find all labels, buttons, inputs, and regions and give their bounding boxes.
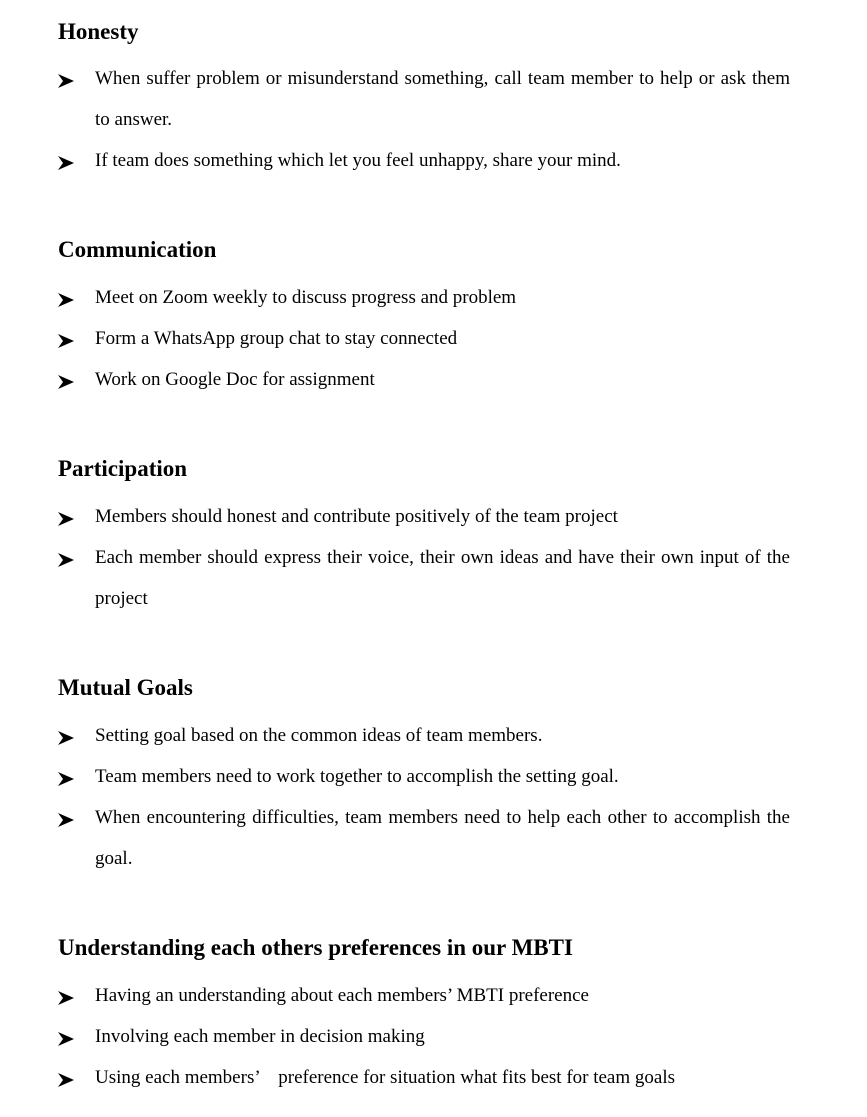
arrow-bullet-icon [58, 553, 74, 567]
arrow-bullet-icon [58, 991, 74, 1005]
arrow-bullet-icon [58, 813, 74, 827]
section-heading-honesty: Honesty [58, 19, 139, 44]
bullet-text: Work on Google Doc for assignment [95, 369, 375, 390]
bullet-text: Members should honest and contribute positively of the team project [95, 506, 618, 527]
arrow-bullet-icon [58, 512, 74, 526]
arrow-bullet-icon [58, 375, 74, 389]
section-heading-participation: Participation [58, 456, 188, 481]
section-heading-communication: Communication [58, 237, 217, 262]
bullet-text: If team does something which let you feel unhappy, share your mind. [95, 150, 621, 171]
bullet-text: Having an understanding about each members’ MBTI preference [95, 985, 589, 1006]
bullet-text: Form a WhatsApp group chat to stay connected [95, 328, 458, 349]
bullet-text: Setting goal based on the common ideas of team members. [95, 725, 543, 746]
arrow-bullet-icon [58, 772, 74, 786]
arrow-bullet-icon [58, 731, 74, 745]
bullet-text: Each member should express their voice, their own ideas and have their own input of the project [95, 547, 790, 609]
section-heading-mutual-goals: Mutual Goals [58, 675, 193, 700]
arrow-bullet-icon [58, 334, 74, 348]
arrow-bullet-icon [58, 1073, 74, 1087]
arrow-bullet-icon [58, 293, 74, 307]
arrow-bullet-icon [58, 74, 74, 88]
bullet-text: Team members need to work together to accomplish the setting goal. [95, 766, 619, 787]
bullet-text: When suffer problem or misunderstand something, call team member to help or ask them to answer. [95, 68, 790, 130]
section-heading-mbti: Understanding each others preferences in our MBTI [58, 935, 573, 960]
bullet-text: Involving each member in decision making [95, 1026, 425, 1047]
arrow-bullet-icon [58, 156, 74, 170]
bullet-text: When encountering difficulties, team members need to help each other to accomplish the goal. [95, 807, 790, 869]
arrow-bullet-icon [58, 1032, 74, 1046]
bullet-text: Using each members’ preference for situation what fits best for team goals [95, 1067, 676, 1088]
bullet-text: Meet on Zoom weekly to discuss progress and problem [95, 287, 517, 308]
